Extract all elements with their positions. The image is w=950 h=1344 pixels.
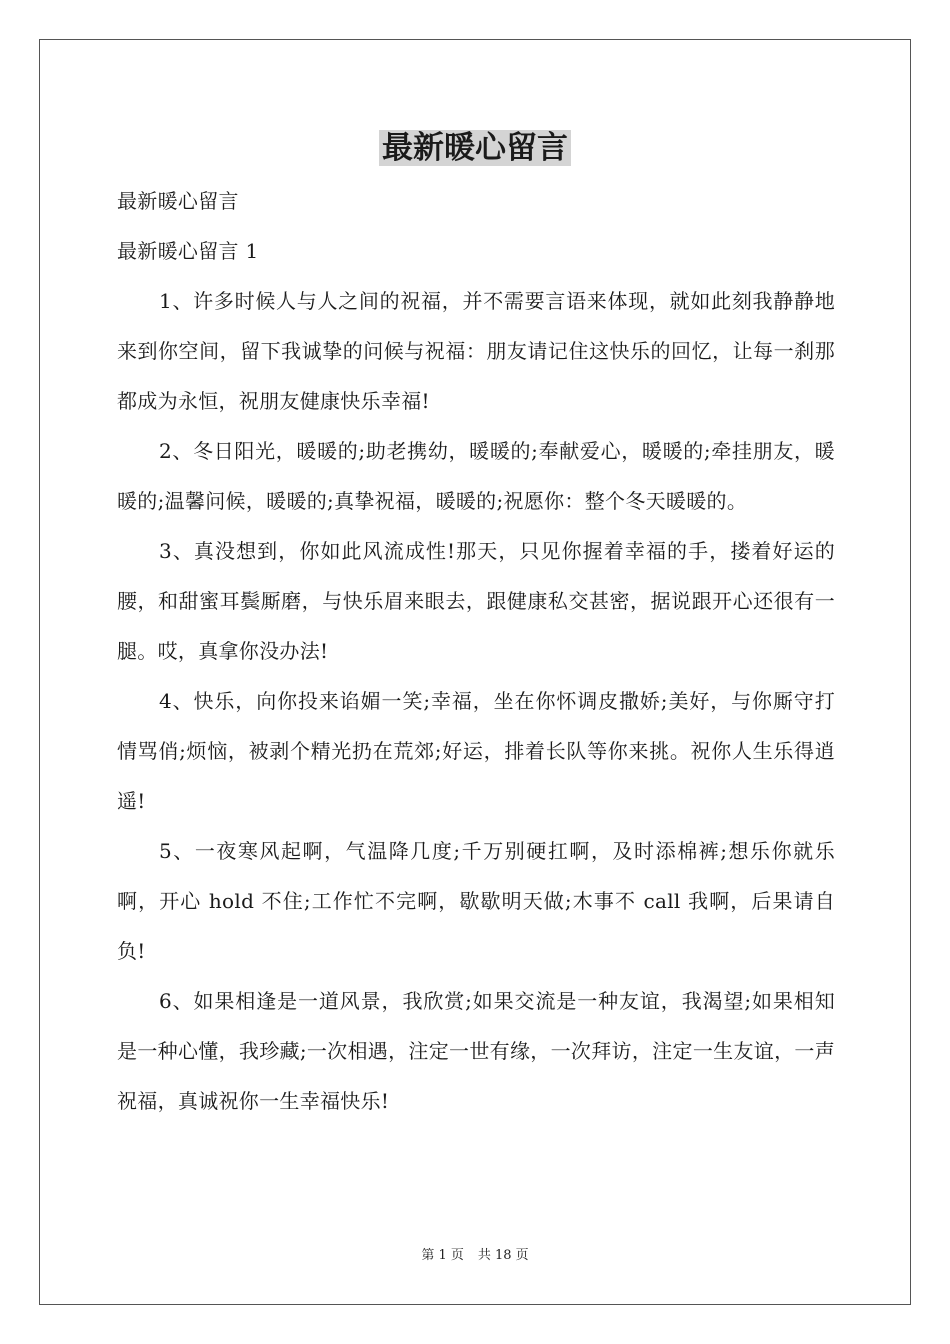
paragraph-1: 1、许多时候人与人之间的祝福，并不需要言语来体现，就如此刻我静静地来到你空间，留下我诚挚的问候与祝福：朋友请记住这快乐的回忆，让每一刹那都成为永恒，祝朋友健康快乐幸福! [117, 289, 835, 413]
section-heading: 最新暖心留言 1 [117, 239, 259, 263]
paragraph-5: 5、一夜寒风起啊，气温降几度;千万别硬扛啊，及时添棉裤;想乐你就乐啊，开心 hold 不住;工作忙不完啊，歇歇明天做;木事不 call 我啊，后果请自负! [117, 839, 835, 963]
page-footer [0, 1246, 950, 1266]
document-title [0, 126, 950, 170]
page-number: 第 1 页 [421, 1248, 464, 1263]
document-body [117, 176, 835, 1126]
page-total: 共 18 页 [477, 1248, 529, 1263]
paragraph-2: 2、冬日阳光，暖暖的;助老携幼，暖暖的;奉献爱心，暖暖的;牵挂朋友，暖暖的;温馨问候，暖暖的;真挚祝福，暖暖的;祝愿你：整个冬天暖暖的。 [117, 439, 835, 513]
paragraph-6: 6、如果相逢是一道风景，我欣赏;如果交流是一种友谊，我渴望;如果相知是一种心懂，我珍藏;一次相遇，注定一世有缘，一次拜访，注定一生友谊，一声祝福，真诚祝你一生幸福快乐! [117, 989, 835, 1113]
document-title-text: 最新暖心留言 [379, 130, 571, 166]
document-subtitle: 最新暖心留言 [117, 189, 239, 213]
paragraph-4: 4、快乐，向你投来谄媚一笑;幸福，坐在你怀调皮撒娇;美好，与你厮守打情骂俏;烦恼，被剥个精光扔在荒郊;好运，排着长队等你来挑。祝你人生乐得逍遥! [117, 689, 835, 813]
paragraph-3: 3、真没想到，你如此风流成性!那天，只见你握着幸福的手，搂着好运的腰，和甜蜜耳鬓厮磨，与快乐眉来眼去，跟健康私交甚密，据说跟开心还很有一腿。哎，真拿你没办法! [117, 539, 835, 663]
